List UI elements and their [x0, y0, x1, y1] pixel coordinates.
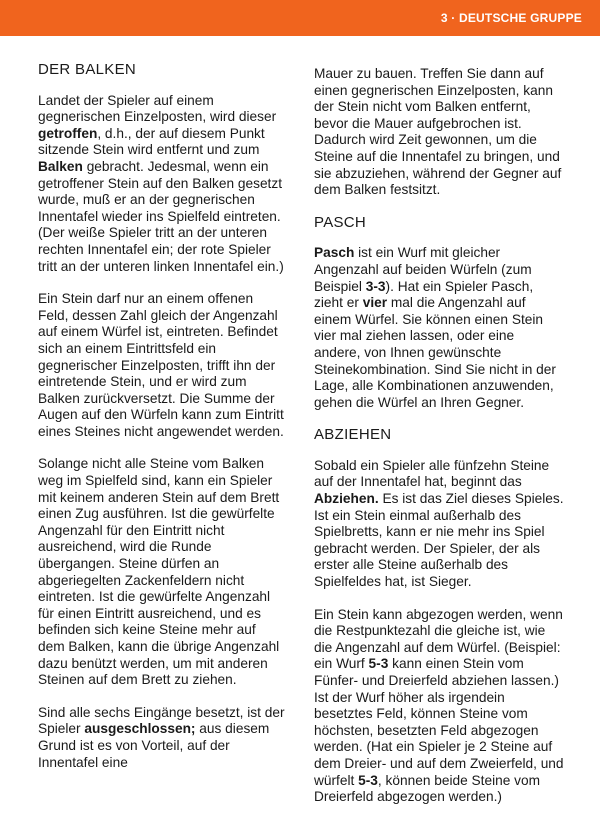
left-column [38, 62, 286, 787]
term-pasch: Pasch [314, 245, 355, 261]
term-vier: vier [362, 295, 388, 311]
term-5-3: 5-3 [368, 656, 389, 672]
heading-pasch: PASCH [314, 213, 367, 231]
term-5-3: 5-3 [358, 772, 378, 788]
heading-balken: DER BALKEN [38, 61, 137, 78]
paragraph: Ein Stein kann abgezogen werden, wenn die Restpunktezahl die gleiche ist, wie die Angenzahl auf dem Würfel. (Beispiel: ein Wurf 5-3 kann einen Stein vom Fünfer- und Dreierfeld abziehen lassen.) Ist der Wurf höher als irgendein besetztes Feld, können Steine vom höchsten, besetzten Feld abgezogen werden. (Hat ein Spieler je 2 Steine auf dem Dreier- und auf dem Zweierfeld, und würfelt 5-3, können beide Steine vom Dreierfeld abgezogen werden.) [314, 606, 564, 805]
term-abziehen: Abziehen. [314, 491, 379, 507]
paragraph: Sind alle sechs Eingänge besetzt, ist der Spieler ausgeschlossen; aus diesem Grund ist es von Vorteil, auf der Innentafel eine [38, 704, 285, 770]
paragraph: Mauer zu bauen. Treffen Sie dann auf einen gegnerischen Einzelposten, kann der Stein nicht vom Balken entfernt, bevor die Mauer aufgebrochen ist. Dadurch wird Zeit gewonnen, um die Steine auf die Innentafel zu bringen, und sie abzuziehen, während der Gegner auf dem Balken festsitzt. [314, 66, 562, 198]
paragraph: Landet der Spieler auf einem gegnerischen Einzelposten, wird dieser getroffen, d.h., der auf diesem Punkt sitzende Stein wird entfernt und zum Balken gebracht. Jedesmal, wenn ein getroffener Stein auf den Balken gesetzt wurde, muß er an der gegnerischen Innentafel wieder ins Spielfeld eintreten. (Der weiße Spieler tritt an der unteren rechten Innentafel ein; der rote Spieler tritt an der unteren linken Innentafel ein.) [38, 92, 284, 274]
right-column [314, 66, 564, 822]
paragraph: Ein Stein darf nur an einem offenen Feld, dessen Zahl gleich der Angenzahl auf einem Würfel ist, eintreten. Befindet sich an einem Eintrittsfeld ein gegnerischer Einzelposten, trifft ihn der eintretende Stein, und er wird zum Balken zurückversetzt. Die Summe der Augen auf den Würfeln kann zum Eintritt eines Steines nicht angewendet werden. [38, 291, 284, 439]
term-balken: Balken [38, 158, 83, 174]
heading-abziehen: ABZIEHEN [314, 426, 392, 444]
paragraph: Sobald ein Spieler alle fünfzehn Steine auf der Innentafel hat, beginnt das Abziehen. Es ist das Ziel dieses Spieles. Ist ein Stein einmal außerhalb des Spielbretts, kann er nie mehr ins Spiel gebracht werden. Der Spieler, der als erster alle Steine außerhalb des Spielfeldes hat, ist Sieger. [314, 457, 564, 590]
term-getroffen: getroffen [38, 125, 98, 141]
paragraph: Pasch ist ein Wurf mit gleicher Angenzahl auf beiden Würfeln (zum Beispiel 3-3). Hat ein Spieler Pasch, zieht er vier mal die Angenzahl auf einem Würfel. Sie können einen Stein vier mal ziehen lassen, oder eine andere, von Ihnen gewünschte Steinekombination. Sind Sie nicht in der Lage, alle Kombinationen anzuwenden, gehen die Würfel an Ihren Gegner. [314, 245, 556, 410]
section-label: 3 · DEUTSCHE GRUPPE [440, 11, 582, 25]
term-3-3: 3-3 [365, 278, 386, 294]
paragraph: Solange nicht alle Steine vom Balken weg im Spielfeld sind, kann ein Spieler mit keinem anderen Stein auf dem Brett einen Zug ausführen. Ist die gewürfelte Angenzahl für den Eintritt nicht ausreichend, wird die Runde übergangen. Steine dürfen an abgeriegelten Zackenfeldern nicht eintreten. Ist die gewürfelte Angenzahl für einen Eintritt ausreichend, und es befinden sich keine Steine mehr auf dem Balken, kann die übrige Angenzahl dazu benützt werden, um mit anderen Steinen auf dem Brett zu ziehen. [38, 456, 280, 688]
header-bar [0, 0, 600, 36]
term-ausgeschlossen: ausgeschlossen; [84, 721, 196, 737]
